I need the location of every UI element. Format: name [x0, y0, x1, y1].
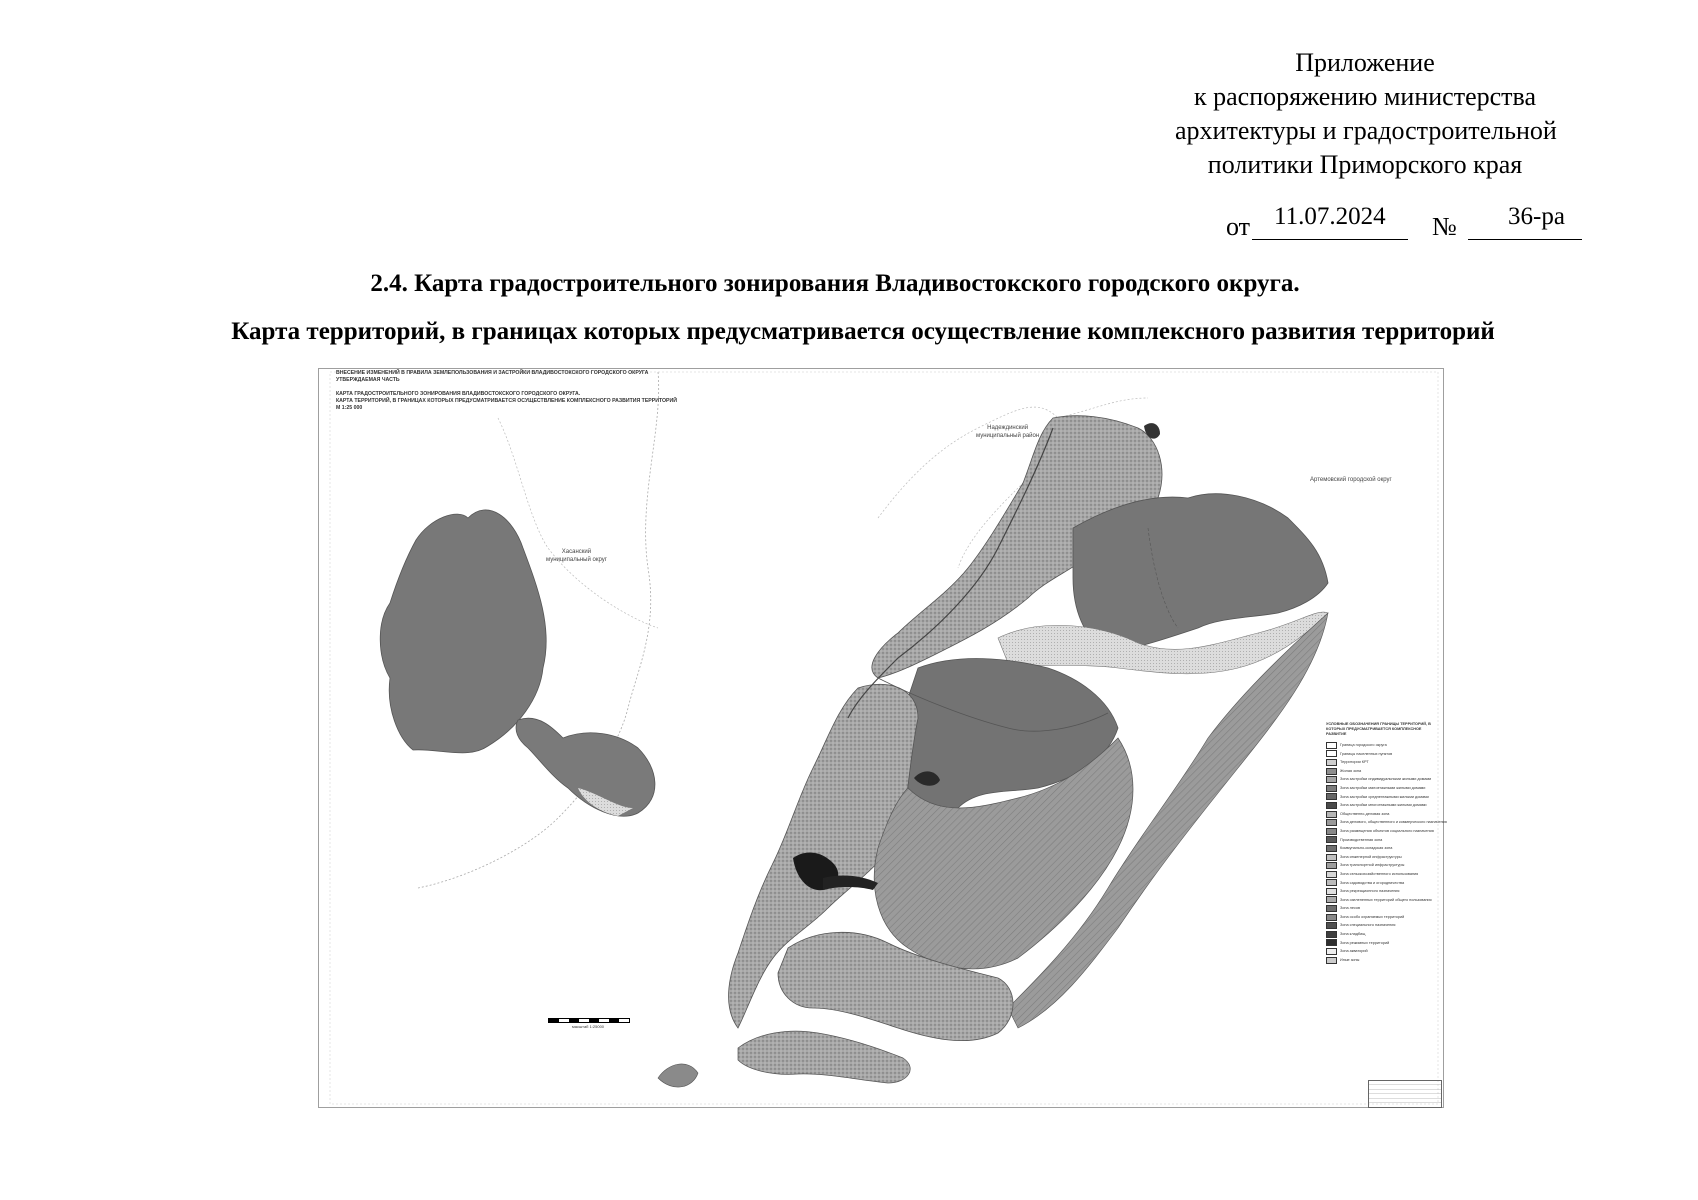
legend-item-label: Зона рекреационного назначения [1340, 889, 1400, 894]
appendix-line-3: архитектуры и градостроительной [1175, 116, 1557, 145]
legend-swatch [1326, 871, 1337, 878]
sub-heading: Карта территорий, в границах которых предусматривается осуществление комплексного развития территорий [231, 318, 1495, 345]
appendix-block [1175, 46, 1555, 182]
legend-item-label: Зона режимных территорий [1340, 940, 1390, 945]
legend-swatch [1326, 888, 1337, 895]
legend-item [1326, 793, 1436, 802]
legend-swatch [1326, 811, 1337, 818]
map-legend [1326, 722, 1447, 964]
legend-swatch [1326, 836, 1337, 843]
order-number: 36-ра [1508, 203, 1565, 230]
legend-item-label: Зона застройки среднеэтажными жилыми домами [1340, 794, 1429, 799]
legend-item [1326, 947, 1436, 956]
legend-item-label: Зона озелененных территорий общего пользования [1340, 897, 1432, 902]
from-label: от [1226, 212, 1251, 241]
zoning-map [318, 368, 1444, 1108]
legend-swatch [1326, 759, 1337, 766]
legend-swatch [1326, 896, 1337, 903]
legend-item-label: Границы населенных пунктов [1340, 751, 1393, 756]
legend-item-label: Жилая зона [1340, 768, 1362, 773]
legend-item-label: Зона транспортной инфраструктуры [1340, 863, 1405, 868]
map-header-line: КАРТА ГРАДОСТРОИТЕЛЬНОГО ЗОНИРОВАНИЯ ВЛАДИВОСТОКСКОГО ГОРОДСКОГО ОКРУГА. [336, 391, 581, 397]
legend-swatch [1326, 819, 1337, 826]
map-header [336, 370, 756, 412]
legend-item-label: Зона сельскохозяйственного использования [1340, 871, 1419, 876]
legend-swatch [1326, 957, 1337, 964]
date-field [1252, 201, 1408, 240]
legend-item-label: Зона инженерной инфраструктуры [1340, 854, 1402, 859]
legend-swatch [1326, 793, 1337, 800]
legend-item [1326, 870, 1436, 879]
legend-swatch [1326, 785, 1337, 792]
map-header-line: М 1:25 000 [336, 405, 363, 411]
scale-caption: масштаб 1:25000 [571, 1024, 605, 1029]
region-label-artemovsky: Артемовский городской округ [1310, 477, 1392, 483]
legend-swatch [1326, 905, 1337, 912]
legend-swatch [1326, 948, 1337, 955]
main-heading: 2.4. Карта градостроительного зонирования Владивостокского городского округа. [370, 270, 1300, 297]
legend-swatch [1326, 776, 1337, 783]
legend-item [1326, 818, 1447, 827]
legend-item [1326, 844, 1436, 853]
legend-item [1326, 767, 1436, 776]
legend-item-label: Коммунально-складская зона [1340, 846, 1393, 851]
scale-bar-graphic [548, 1018, 630, 1023]
legend-item-label: Зона застройки индивидуальными жилыми домами [1340, 777, 1432, 782]
legend-item [1326, 861, 1436, 870]
legend-swatch [1326, 862, 1337, 869]
appendix-line-1: Приложение [1295, 48, 1435, 77]
legend-item [1326, 741, 1436, 750]
legend-item [1326, 956, 1436, 965]
legend-item [1326, 887, 1436, 896]
appendix-line-2: к распоряжению министерства [1193, 82, 1536, 111]
legend-item-label: Зона кладбищ [1340, 932, 1366, 937]
legend-item-label: Общественно-деловая зона [1340, 811, 1390, 816]
map-header-line: ВНЕСЕНИЕ ИЗМЕНЕНИЙ В ПРАВИЛА ЗЕМЛЕПОЛЬЗОВАНИЯ И ЗАСТРОЙКИ ВЛАДИВОСТОКСКОГО ГОРОДСКОГО ОКРУГА [336, 370, 649, 376]
legend-item [1326, 879, 1436, 888]
legend-item-label: Зона застройки многоэтажными жилыми домами [1340, 803, 1427, 808]
legend-item [1326, 750, 1436, 759]
legend-item [1326, 810, 1436, 819]
scale-bar [548, 1010, 628, 1036]
legend-swatch [1326, 854, 1337, 861]
legend-item [1326, 784, 1436, 793]
legend-item [1326, 758, 1436, 767]
legend-item-label: Территории КРТ [1340, 760, 1369, 765]
legend-swatch [1326, 802, 1337, 809]
legend-swatch [1326, 828, 1337, 835]
appendix-line-4: политики Приморского края [1207, 150, 1523, 179]
title-block-stamp [1368, 1080, 1442, 1108]
legend-swatch [1326, 914, 1337, 921]
legend-swatch [1326, 879, 1337, 886]
legend-item-label: Зона садоводства и огородничества [1340, 880, 1405, 885]
region-label-khasansky: Хасанский муниципальный округ [546, 549, 607, 563]
legend-item-label: Зона лесов [1340, 906, 1361, 911]
legend-item [1326, 853, 1436, 862]
legend-item-label: Зона размещения объектов социального назначения [1340, 828, 1434, 833]
legend-swatch [1326, 768, 1337, 775]
legend-swatch [1326, 845, 1337, 852]
legend-items [1326, 741, 1447, 964]
legend-item-label: Иные зоны [1340, 957, 1360, 962]
legend-swatch [1326, 750, 1337, 757]
order-date: 11.07.2024 [1274, 203, 1386, 230]
legend-item [1326, 921, 1436, 930]
legend-item-label: Зона специального назначения [1340, 923, 1396, 928]
legend-item-label: Зона застройки малоэтажными жилыми домами [1340, 785, 1426, 790]
legend-item [1326, 836, 1436, 845]
legend-item [1326, 896, 1436, 905]
legend-item-label: Зона особо охраняемых территорий [1340, 914, 1405, 919]
legend-item [1326, 775, 1436, 784]
legend-item [1326, 939, 1436, 948]
legend-swatch [1326, 742, 1337, 749]
legend-item [1326, 930, 1436, 939]
number-label: № [1432, 212, 1457, 241]
map-header-line: УТВЕРЖДАЕМАЯ ЧАСТЬ [336, 377, 400, 383]
order-date-number-line [1218, 200, 1598, 246]
number-field [1468, 201, 1582, 240]
legend-item-label: Зона делового, общественного и коммерческого назначения [1340, 820, 1447, 825]
map-header-line: КАРТА ТЕРРИТОРИЙ, В ГРАНИЦАХ КОТОРЫХ ПРЕДУСМАТРИВАЕТСЯ ОСУЩЕСТВЛЕНИЕ КОМПЛЕКСНОГО РАЗВИТИЯ ТЕРРИТОРИЙ [336, 398, 677, 404]
map-header-line [336, 384, 756, 391]
legend-swatch [1326, 939, 1337, 946]
legend-item [1326, 904, 1436, 913]
legend-item-label: Производственная зона [1340, 837, 1383, 842]
legend-item [1326, 827, 1436, 836]
region-label-nadezhdinsky: Надеждинский муниципальный район [976, 425, 1040, 439]
legend-item [1326, 801, 1436, 810]
legend-item [1326, 913, 1436, 922]
map-drawing [318, 368, 1444, 1108]
legend-title: УСЛОВНЫЕ ОБОЗНАЧЕНИЯ ГРАНИЦЫ ТЕРРИТОРИЙ, В КОТОРЫХ ПРЕДУСМАТРИВАЕТСЯ КОМПЛЕКСНОЕ РАЗВИТИЕ [1326, 722, 1431, 736]
legend-item-label: Граница городского округа [1340, 743, 1387, 747]
legend-item-label: Зона акваторий [1340, 949, 1368, 954]
legend-swatch [1326, 922, 1337, 929]
legend-swatch [1326, 931, 1337, 938]
